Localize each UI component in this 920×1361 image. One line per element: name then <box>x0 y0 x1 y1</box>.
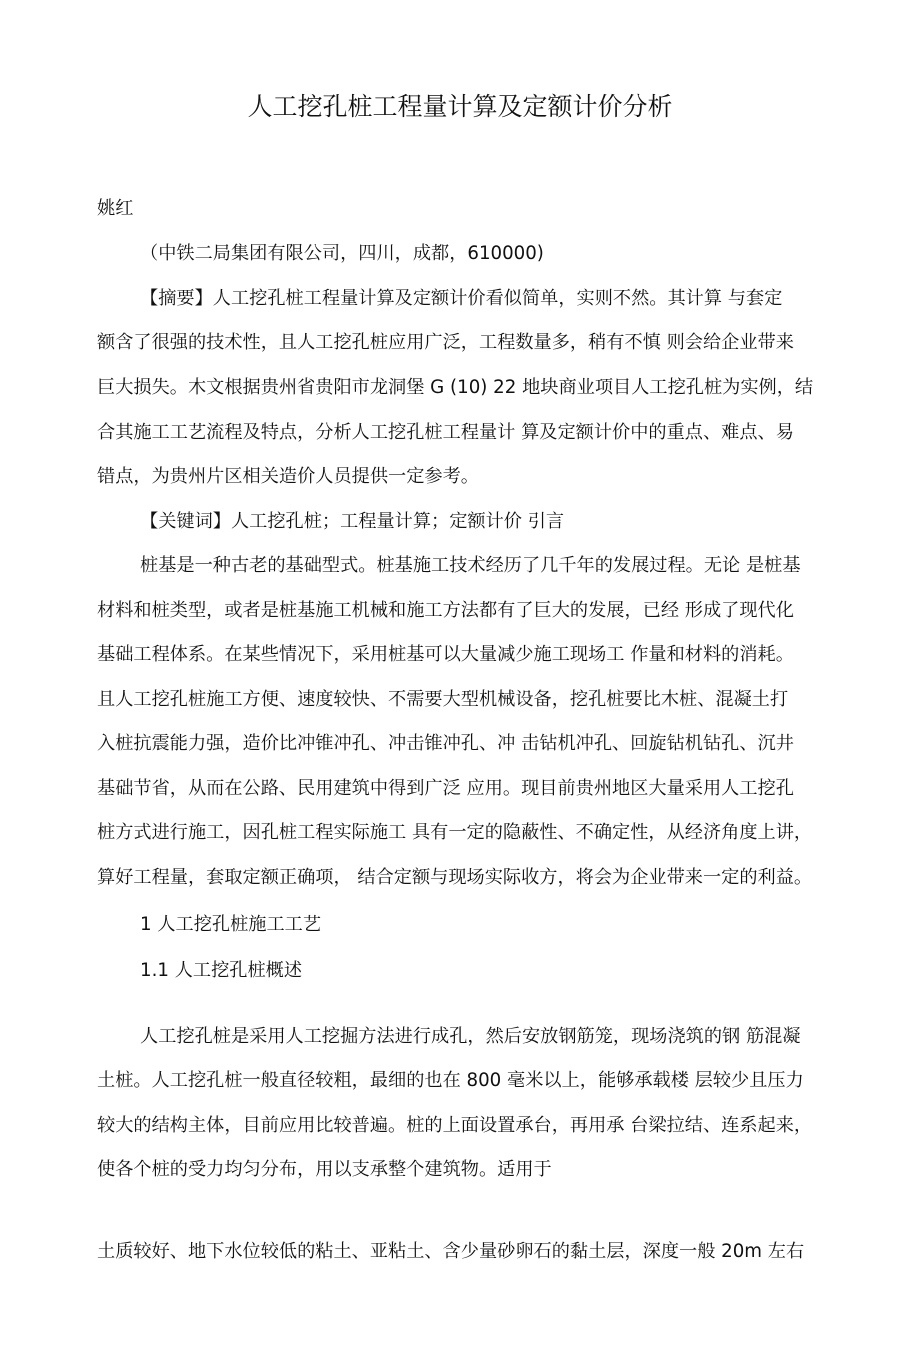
intro-line: 且人工挖孔桩施工方便、速度较快、不需要大型机械设备，挖孔桩要比木桩、混凝土打 <box>97 689 789 710</box>
paper-title: 人工挖孔桩工程量计算及定额计价分析 <box>247 92 673 121</box>
section-heading: 1 人工挖孔桩施工工艺 <box>140 914 322 935</box>
intro-line: 桩基是一种古老的基础型式。桩基施工技术经历了几千年的发展过程。无论 是桩基 <box>140 555 801 576</box>
abstract-line: 巨大损失。木文根据贵州省贵阳市龙洞堡 G (10) 22 地块商业项目人工挖孔桩为实例，结 <box>97 377 814 398</box>
intro-line: 算好工程量，套取定额正确项， 结合定额与现场实际收方，将会为企业带来一定的利益。 <box>97 867 813 888</box>
intro-line: 入桩抗震能力强，造价比冲锥冲孔、冲击锥冲孔、冲 击钻机冲孔、回旋钻机钻孔、沉井 <box>97 733 794 754</box>
abstract-line: 合其施工工艺流程及特点，分析人工挖孔桩工程量计 算及定额计价中的重点、难点、易 <box>97 422 794 443</box>
overview-line: 较大的结构主体，目前应用比较普遍。桩的上面设置承台，再用承 台梁拉结、连系起来， <box>97 1115 813 1136</box>
abstract-line: 【摘要】人工挖孔桩工程量计算及定额计价看似简单，实则不然。其计算 与套定 <box>140 288 783 309</box>
overview-line: 人工挖孔桩是采用人工挖掘方法进行成孔，然后安放钢筋笼，现场浇筑的钢 筋混凝 <box>140 1026 801 1047</box>
author-name: 姚红 <box>97 198 134 219</box>
body-line: 土质较好、地下水位较低的粘土、亚粘土、含少量砂卵石的黏土层，深度一般 20m 左右 <box>97 1241 805 1262</box>
abstract-line: 额含了很强的技术性，且人工挖孔桩应用广泛，工程数量多，稍有不慎 则会给企业带来 <box>97 332 794 353</box>
intro-line: 基础节省，从而在公路、民用建筑中得到广泛 应用。现目前贵州地区大量采用人工挖孔 <box>97 778 794 799</box>
abstract-line: 错点，为贵州片区相关造价人员提供一定参考。 <box>97 466 479 487</box>
overview-line: 土桩。人工挖孔桩一般直径较粗，最细的也在 800 毫米以上，能够承载楼 层较少且压力 <box>97 1070 804 1091</box>
overview-line: 使各个桩的受力均匀分布，用以支承整个建筑物。适用于 <box>97 1159 552 1180</box>
intro-line: 桩方式进行施工，因孔桩工程实际施工 具有一定的隐蔽性、不确定性，从经济角度上讲， <box>97 822 813 843</box>
intro-line: 基础工程体系。在某些情况下，采用桩基可以大量减少施工现场工 作量和材料的消耗。 <box>97 644 794 665</box>
keywords-line: 【关键词】人工挖孔桩；工程量计算；定额计价 引言 <box>140 511 565 532</box>
intro-line: 材料和桩类型，或者是桩基施工机械和施工方法都有了巨大的发展，已经 形成了现代化 <box>97 600 794 621</box>
subsection-heading: 1.1 人工挖孔桩概述 <box>140 960 303 981</box>
author-affiliation: （中铁二局集团有限公司，四川，成都，610000) <box>140 243 544 264</box>
